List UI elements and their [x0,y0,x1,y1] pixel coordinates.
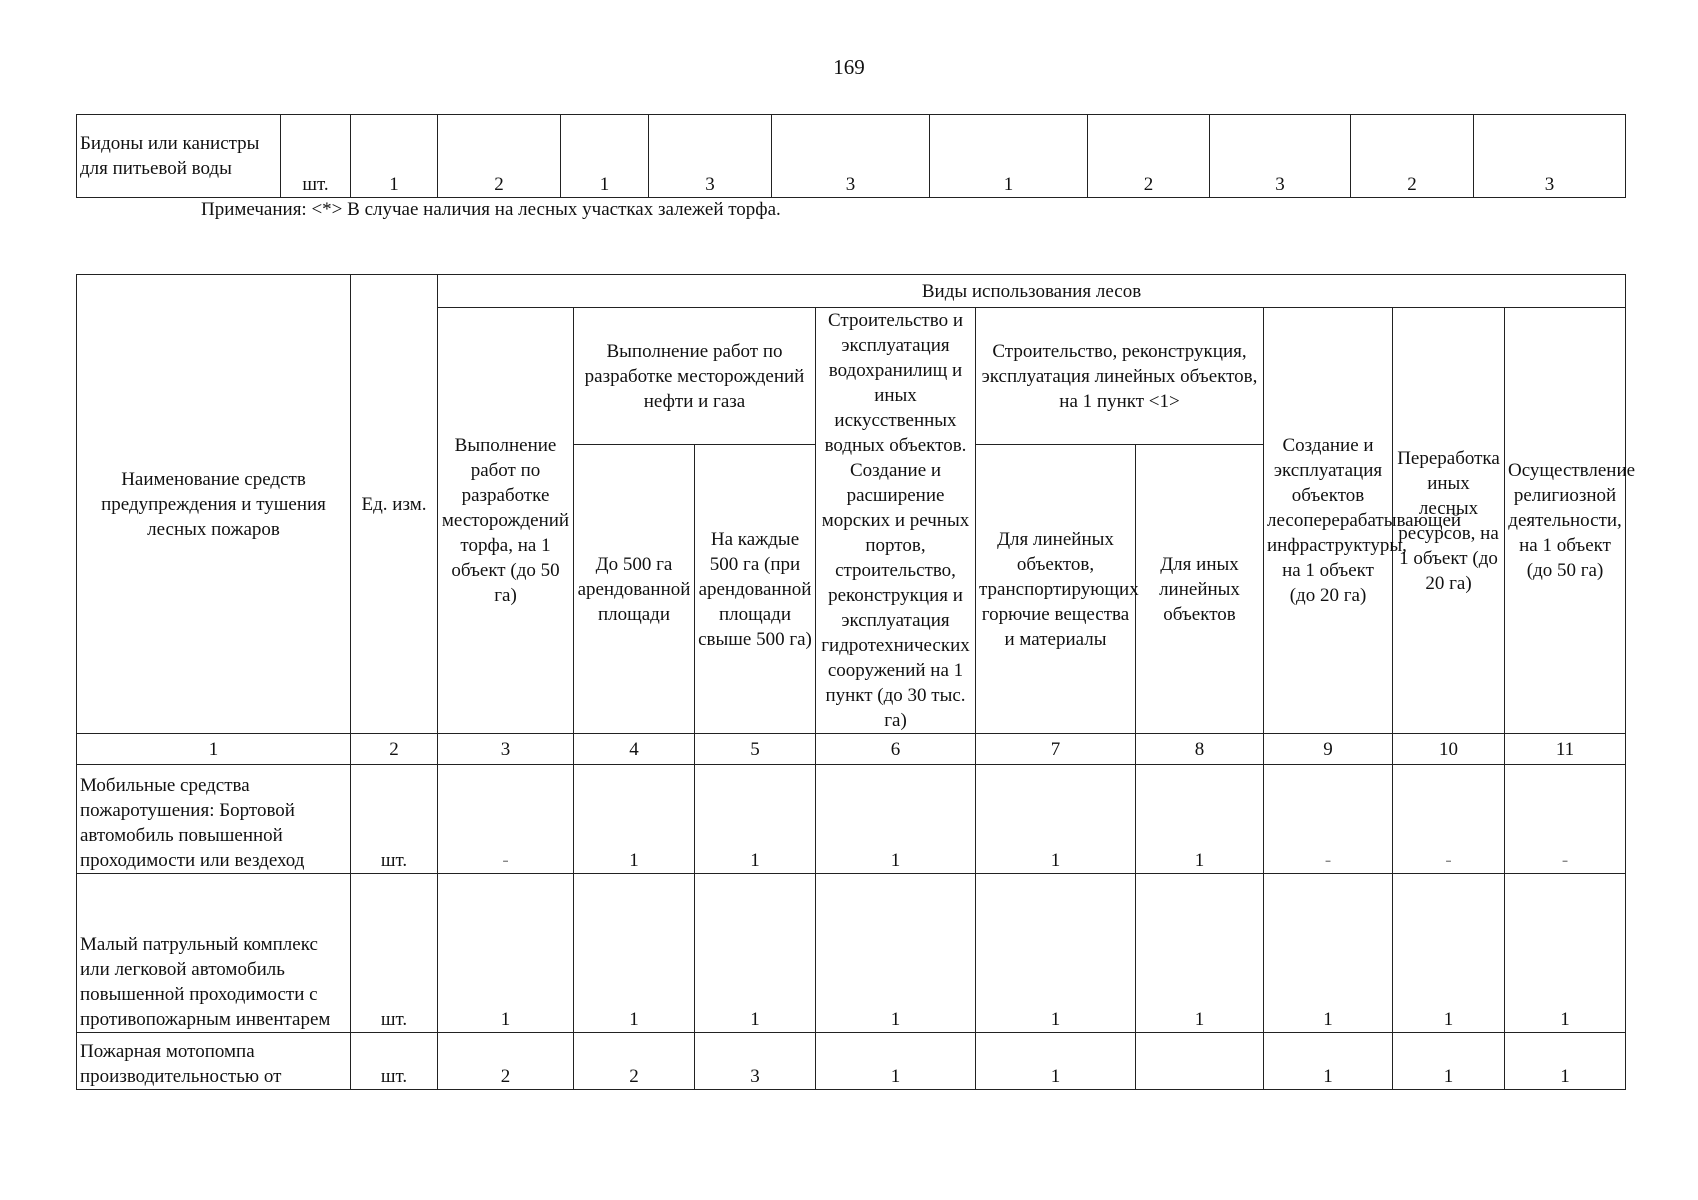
cell-value: 3 [1474,115,1626,198]
cell-value: 2 [574,1033,695,1090]
cell-value: 2 [438,1033,574,1090]
table-row [77,874,1626,1033]
table-row [77,765,1626,874]
cell-value: 1 [816,765,976,874]
column-number: 4 [574,734,695,765]
cell-value: 1 [930,115,1088,198]
row-name: Бидоны или канистры для питьевой воды [77,115,281,198]
column-number: 5 [695,734,816,765]
cell-value: 3 [772,115,930,198]
column-number: 2 [351,734,438,765]
column-number: 10 [1393,734,1505,765]
cell-value: 2 [1351,115,1474,198]
cell-value [1136,1033,1264,1090]
cell-value: 1 [816,874,976,1033]
cell-value: 3 [649,115,772,198]
header-row [77,275,1626,308]
cell-value: - [1505,765,1626,874]
column-number: 6 [816,734,976,765]
cell-value: 1 [976,765,1136,874]
header-unit: Ед. изм. [351,275,438,734]
cell-value: 1 [976,1033,1136,1090]
header-reservoirs: Строительство и эксплуатация водохранилищ и иных искусственных водных объектов. Создание и расширение морских и речных портов, строительство, реконструкция и эксплуатация гидротехнических сооружений на 1 пункт (до 30 тыс. га) [816,308,976,734]
cell-value: 1 [816,1033,976,1090]
cell-value: 1 [1264,874,1393,1033]
column-number: 7 [976,734,1136,765]
cell-value: 1 [1393,1033,1505,1090]
header-linear-other: Для иных линейных объектов [1136,445,1264,734]
row-unit: шт. [351,1033,438,1090]
page-number: 169 [833,55,865,79]
cell-value: 2 [1088,115,1210,198]
header-processing-infra: Создание и эксплуатация объектов лесоперерабатывающей инфраструктуры, на 1 объект (до 20 га) [1264,308,1393,734]
cell-value: 1 [1505,874,1626,1033]
header-peat: Выполнение работ по разработке месторождений торфа, на 1 объект (до 50 га) [438,308,574,734]
header-linear-fuel: Для линейных объектов, транспортирующих горючие вещества и материалы [976,445,1136,734]
cell-value: 1 [574,874,695,1033]
cell-value: 1 [1264,1033,1393,1090]
row-name: Пожарная мотопомпа производительностью от [77,1033,351,1090]
cell-value: - [438,765,574,874]
cell-value: 1 [438,874,574,1033]
table-row [77,115,1626,198]
column-numbers-row [77,734,1626,765]
cell-value: 1 [1136,874,1264,1033]
main-table [76,274,1636,1090]
top-table [76,114,1626,198]
header-group: Виды использования лесов [438,275,1626,308]
header-other-resources: Переработка иных лесных ресурсов, на 1 объект (до 20 га) [1393,308,1505,734]
cell-value: 1 [695,765,816,874]
row-unit: шт. [351,874,438,1033]
cell-value: 3 [1210,115,1351,198]
header-name: Наименование средств предупреждения и тушения лесных пожаров [77,275,351,734]
column-number: 1 [77,734,351,765]
cell-value: 1 [1505,1033,1626,1090]
row-name: Малый патрульный комплекс или легковой автомобиль повышенной проходимости с противопожарным инвентарем [77,874,351,1033]
cell-value: - [1264,765,1393,874]
header-oil-gas: Выполнение работ по разработке месторождений нефти и газа [574,308,816,445]
table-row [77,1033,1626,1090]
column-number: 11 [1505,734,1626,765]
column-number: 9 [1264,734,1393,765]
cell-value: - [1393,765,1505,874]
row-unit: шт. [351,765,438,874]
column-number: 8 [1136,734,1264,765]
header-oil-gas-each: На каждые 500 га (при арендованной площади свыше 500 га) [695,445,816,734]
cell-value: 1 [1136,765,1264,874]
header-religious: Осуществление религиозной деятельности, на 1 объект (до 50 га) [1505,308,1626,734]
header-oil-gas-500: До 500 га арендованной площади [574,445,695,734]
cell-value: 3 [695,1033,816,1090]
cell-value: 1 [695,874,816,1033]
header-linear: Строительство, реконструкция, эксплуатация линейных объектов, на 1 пункт <1> [976,308,1264,445]
cell-value: 1 [574,765,695,874]
row-unit: шт. [281,115,351,198]
cell-value: 1 [976,874,1136,1033]
table-note: Примечания: <*> В случае наличия на лесных участках залежей торфа. [201,199,781,220]
cell-value: 1 [561,115,649,198]
cell-value: 1 [1393,874,1505,1033]
cell-value: 2 [438,115,561,198]
cell-value: 1 [351,115,438,198]
column-number: 3 [438,734,574,765]
row-name: Мобильные средства пожаротушения: Бортовой автомобиль повышенной проходимости или вездеход [77,765,351,874]
